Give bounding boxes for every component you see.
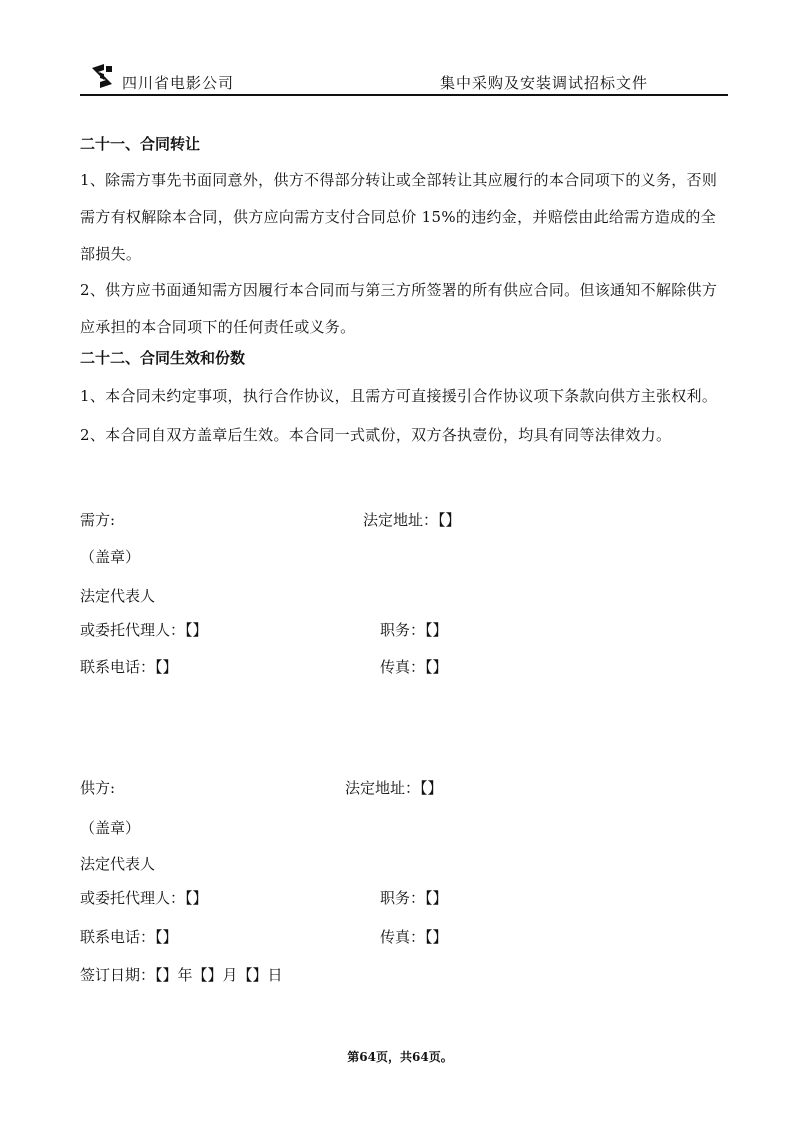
page-header bbox=[80, 58, 728, 96]
buyer-label: 需方: bbox=[80, 511, 116, 529]
supplier-legal-rep: 法定代表人 bbox=[80, 855, 156, 873]
company-name: 四川省电影公司 bbox=[122, 74, 235, 92]
section-22-para-1: 1、本合同未约定事项，执行合作协议，且需方可直接援引合作协议项下条款向供方主张权利。 bbox=[80, 387, 718, 405]
section-21-para-1: 1、除需方事先书面同意外，供方不得部分转让或全部转让其应履行的本合同项下的义务，否则需方有权解除本合同，供方应向需方支付合同总价 15%的违约金，并赔偿由此给需方造成的全部损失。 bbox=[80, 171, 718, 263]
page-number: 第64页，共64页。 bbox=[347, 1050, 453, 1064]
section-22-para-2: 2、本合同自双方盖章后生效。本合同一式贰份，双方各执壹份，均具有同等法律效力。 bbox=[80, 426, 672, 444]
supplier-fax: 传真：【】 bbox=[380, 928, 448, 946]
supplier-agent: 或委托代理人：【】 bbox=[80, 889, 208, 907]
buyer-address: 法定地址：【】 bbox=[363, 511, 461, 529]
section-21-title: 二十一、合同转让 bbox=[80, 135, 201, 153]
supplier-phone: 联系电话：【】 bbox=[80, 928, 178, 946]
company-logo-icon bbox=[88, 62, 116, 90]
supplier-seal: （盖章） bbox=[80, 819, 141, 837]
supplier-address: 法定地址：【】 bbox=[345, 779, 443, 797]
buyer-fax: 传真：【】 bbox=[380, 658, 448, 676]
buyer-position: 职务：【】 bbox=[380, 621, 448, 639]
section-21-para-2: 2、供方应书面通知需方因履行本合同而与第三方所签署的所有供应合同。但该通知不解除供方应承担的本合同项下的任何责任或义务。 bbox=[80, 281, 718, 336]
buyer-agent: 或委托代理人：【】 bbox=[80, 621, 208, 639]
document-title: 集中采购及安装调试招标文件 bbox=[439, 74, 648, 92]
buyer-legal-rep: 法定代表人 bbox=[80, 587, 156, 605]
buyer-phone: 联系电话：【】 bbox=[80, 658, 178, 676]
sign-date: 签订日期：【】年【】月【】日 bbox=[80, 966, 283, 984]
section-22-title: 二十二、合同生效和份数 bbox=[80, 349, 246, 367]
supplier-position: 职务：【】 bbox=[380, 889, 448, 907]
buyer-seal: （盖章） bbox=[80, 548, 141, 566]
supplier-label: 供方: bbox=[80, 779, 116, 797]
